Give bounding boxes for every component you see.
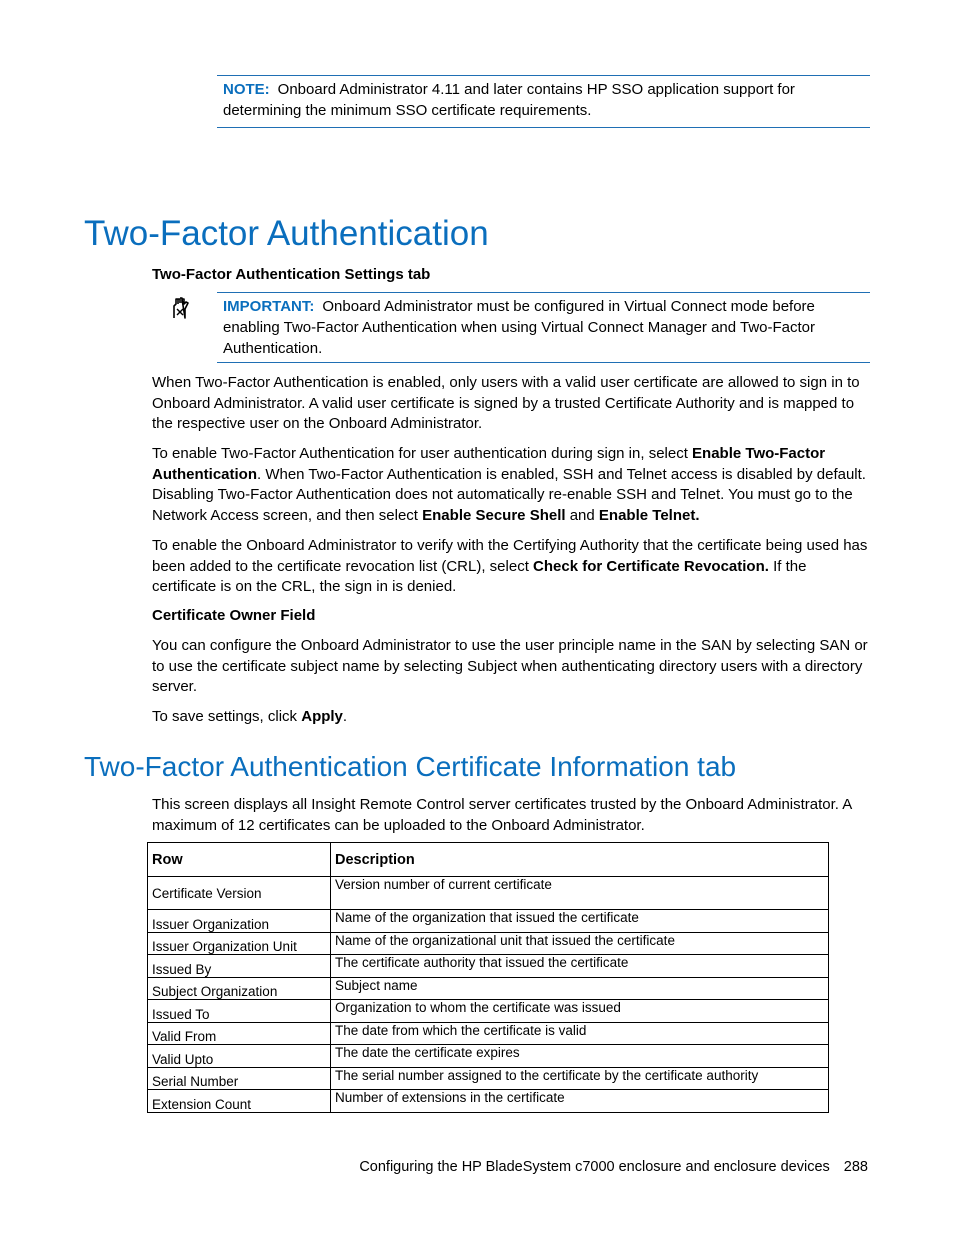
row-description: The certificate authority that issued the certificate: [331, 955, 829, 978]
table-row: [148, 910, 829, 933]
footer-text: Configuring the HP BladeSystem c7000 enclosure and enclosure devices: [359, 1159, 830, 1175]
row-name: Issuer Organization Unit: [148, 933, 331, 955]
row-description: Name of the organizational unit that issued the certificate: [331, 933, 829, 955]
important-hand-icon: [170, 296, 194, 320]
p2-text-e: and: [565, 506, 599, 524]
table-header-row: [148, 843, 829, 877]
paragraph-owner-field: You can configure the Onboard Administrator to use the user principle name in the SAN by selecting SAN or to use the certificate subject name by selecting Subject when authenticating directory users with a directory server.: [152, 637, 868, 696]
page-number: 288: [843, 1159, 868, 1175]
p2-bold-telnet: Enable Telnet.: [598, 506, 700, 524]
row-name: Serial Number: [148, 1068, 331, 1090]
table-row: [148, 1000, 829, 1023]
paragraph-certificate-intro: This screen displays all Insight Remote Control server certificates trusted by the Onboard Administrator. A maximum of 12 certificates can be uploaded to the Onboard Administrator.: [152, 796, 852, 834]
p2-text-c: . When Two-Factor Authentication is enabled, SSH and Telnet access is disabled by default. Disabling Two-Factor Authentication does not automatically re-enable SSH and Telnet. You must go to the Network Access screen, and then select: [152, 465, 866, 524]
subtitle-settings-tab: Two-Factor Authentication Settings tab: [152, 266, 431, 283]
important-label: IMPORTANT:: [223, 298, 315, 315]
paragraph-two-factor-enabled: When Two-Factor Authentication is enabled, only users with a valid user certificate are allowed to sign in to Onboard Administrator. A valid user certificate is signed by a trusted Certificate Authority and is mapped to the respective user on the Onboard Administrator.: [152, 374, 860, 433]
page-footer: [359, 1157, 868, 1177]
table-row: [148, 1068, 829, 1090]
table-row: [148, 877, 829, 910]
note-box: [217, 75, 870, 128]
table-row: [148, 1045, 829, 1068]
certificate-info-table: [147, 842, 829, 1113]
p3-bold-check-revocation: Check for Certificate Revocation.: [533, 557, 769, 575]
table-row: [148, 1090, 829, 1113]
important-text: Onboard Administrator must be configured in Virtual Connect mode before enabling Two-Factor Authentication when using Virtual Connect Manager and Two-Factor Authentication.: [223, 298, 816, 357]
note-label: NOTE:: [223, 81, 270, 98]
p2-text-a: To enable Two-Factor Authentication for user authentication during sign in, select: [152, 445, 693, 462]
row-name: Issued By: [148, 955, 331, 978]
row-name: Valid From: [148, 1023, 331, 1045]
p5-text-c: .: [342, 708, 348, 725]
row-description: Subject name: [331, 978, 829, 1000]
table-row: [148, 955, 829, 978]
paragraph-enable-two-factor: [152, 444, 870, 526]
row-description: The date the certificate expires: [331, 1045, 829, 1068]
paragraph-save-settings: [152, 707, 870, 728]
header-description: Description: [331, 843, 829, 877]
section-title-two-factor: Two-Factor Authentication: [84, 214, 489, 253]
row-name: Subject Organization: [148, 978, 331, 1000]
paragraph-crl: [152, 536, 870, 598]
row-description: The serial number assigned to the certificate by the certificate authority: [331, 1068, 829, 1090]
p2-bold-enable-two-factor: Enable Two-Factor Authentication: [152, 445, 826, 483]
p3-text-a: To enable the Onboard Administrator to verify with the Certifying Authority that the certificate being used has been added to the certificate revocation list (CRL), select: [152, 537, 868, 575]
note-text: Onboard Administrator 4.11 and later contains HP SSO application support for determining the minimum SSO certificate requirements.: [223, 81, 795, 119]
subtitle-certificate-owner: Certificate Owner Field: [152, 607, 316, 624]
section-title-certificate-info: Two-Factor Authentication Certificate Information tab: [84, 751, 737, 782]
row-name: Valid Upto: [148, 1045, 331, 1068]
header-row: Row: [148, 843, 331, 877]
table-row: [148, 978, 829, 1000]
row-description: Number of extensions in the certificate: [331, 1090, 829, 1113]
row-description: Version number of current certificate: [331, 877, 829, 910]
row-description: The date from which the certificate is valid: [331, 1023, 829, 1045]
row-description: Name of the organization that issued the certificate: [331, 910, 829, 933]
table-row: [148, 933, 829, 955]
p3-text-c: If the certificate is on the CRL, the sign in is denied.: [152, 557, 807, 596]
table-row: [148, 1023, 829, 1045]
p2-bold-secure-shell: Enable Secure Shell: [422, 506, 566, 524]
row-name: Issuer Organization: [148, 910, 331, 933]
p5-bold-apply: Apply: [301, 708, 343, 725]
row-name: Certificate Version: [148, 877, 331, 910]
row-name: Extension Count: [148, 1090, 331, 1113]
row-description: Organization to whom the certificate was issued: [331, 1000, 829, 1023]
important-box: [217, 292, 870, 363]
row-name: Issued To: [148, 1000, 331, 1023]
p5-text-a: To save settings, click: [152, 708, 302, 725]
